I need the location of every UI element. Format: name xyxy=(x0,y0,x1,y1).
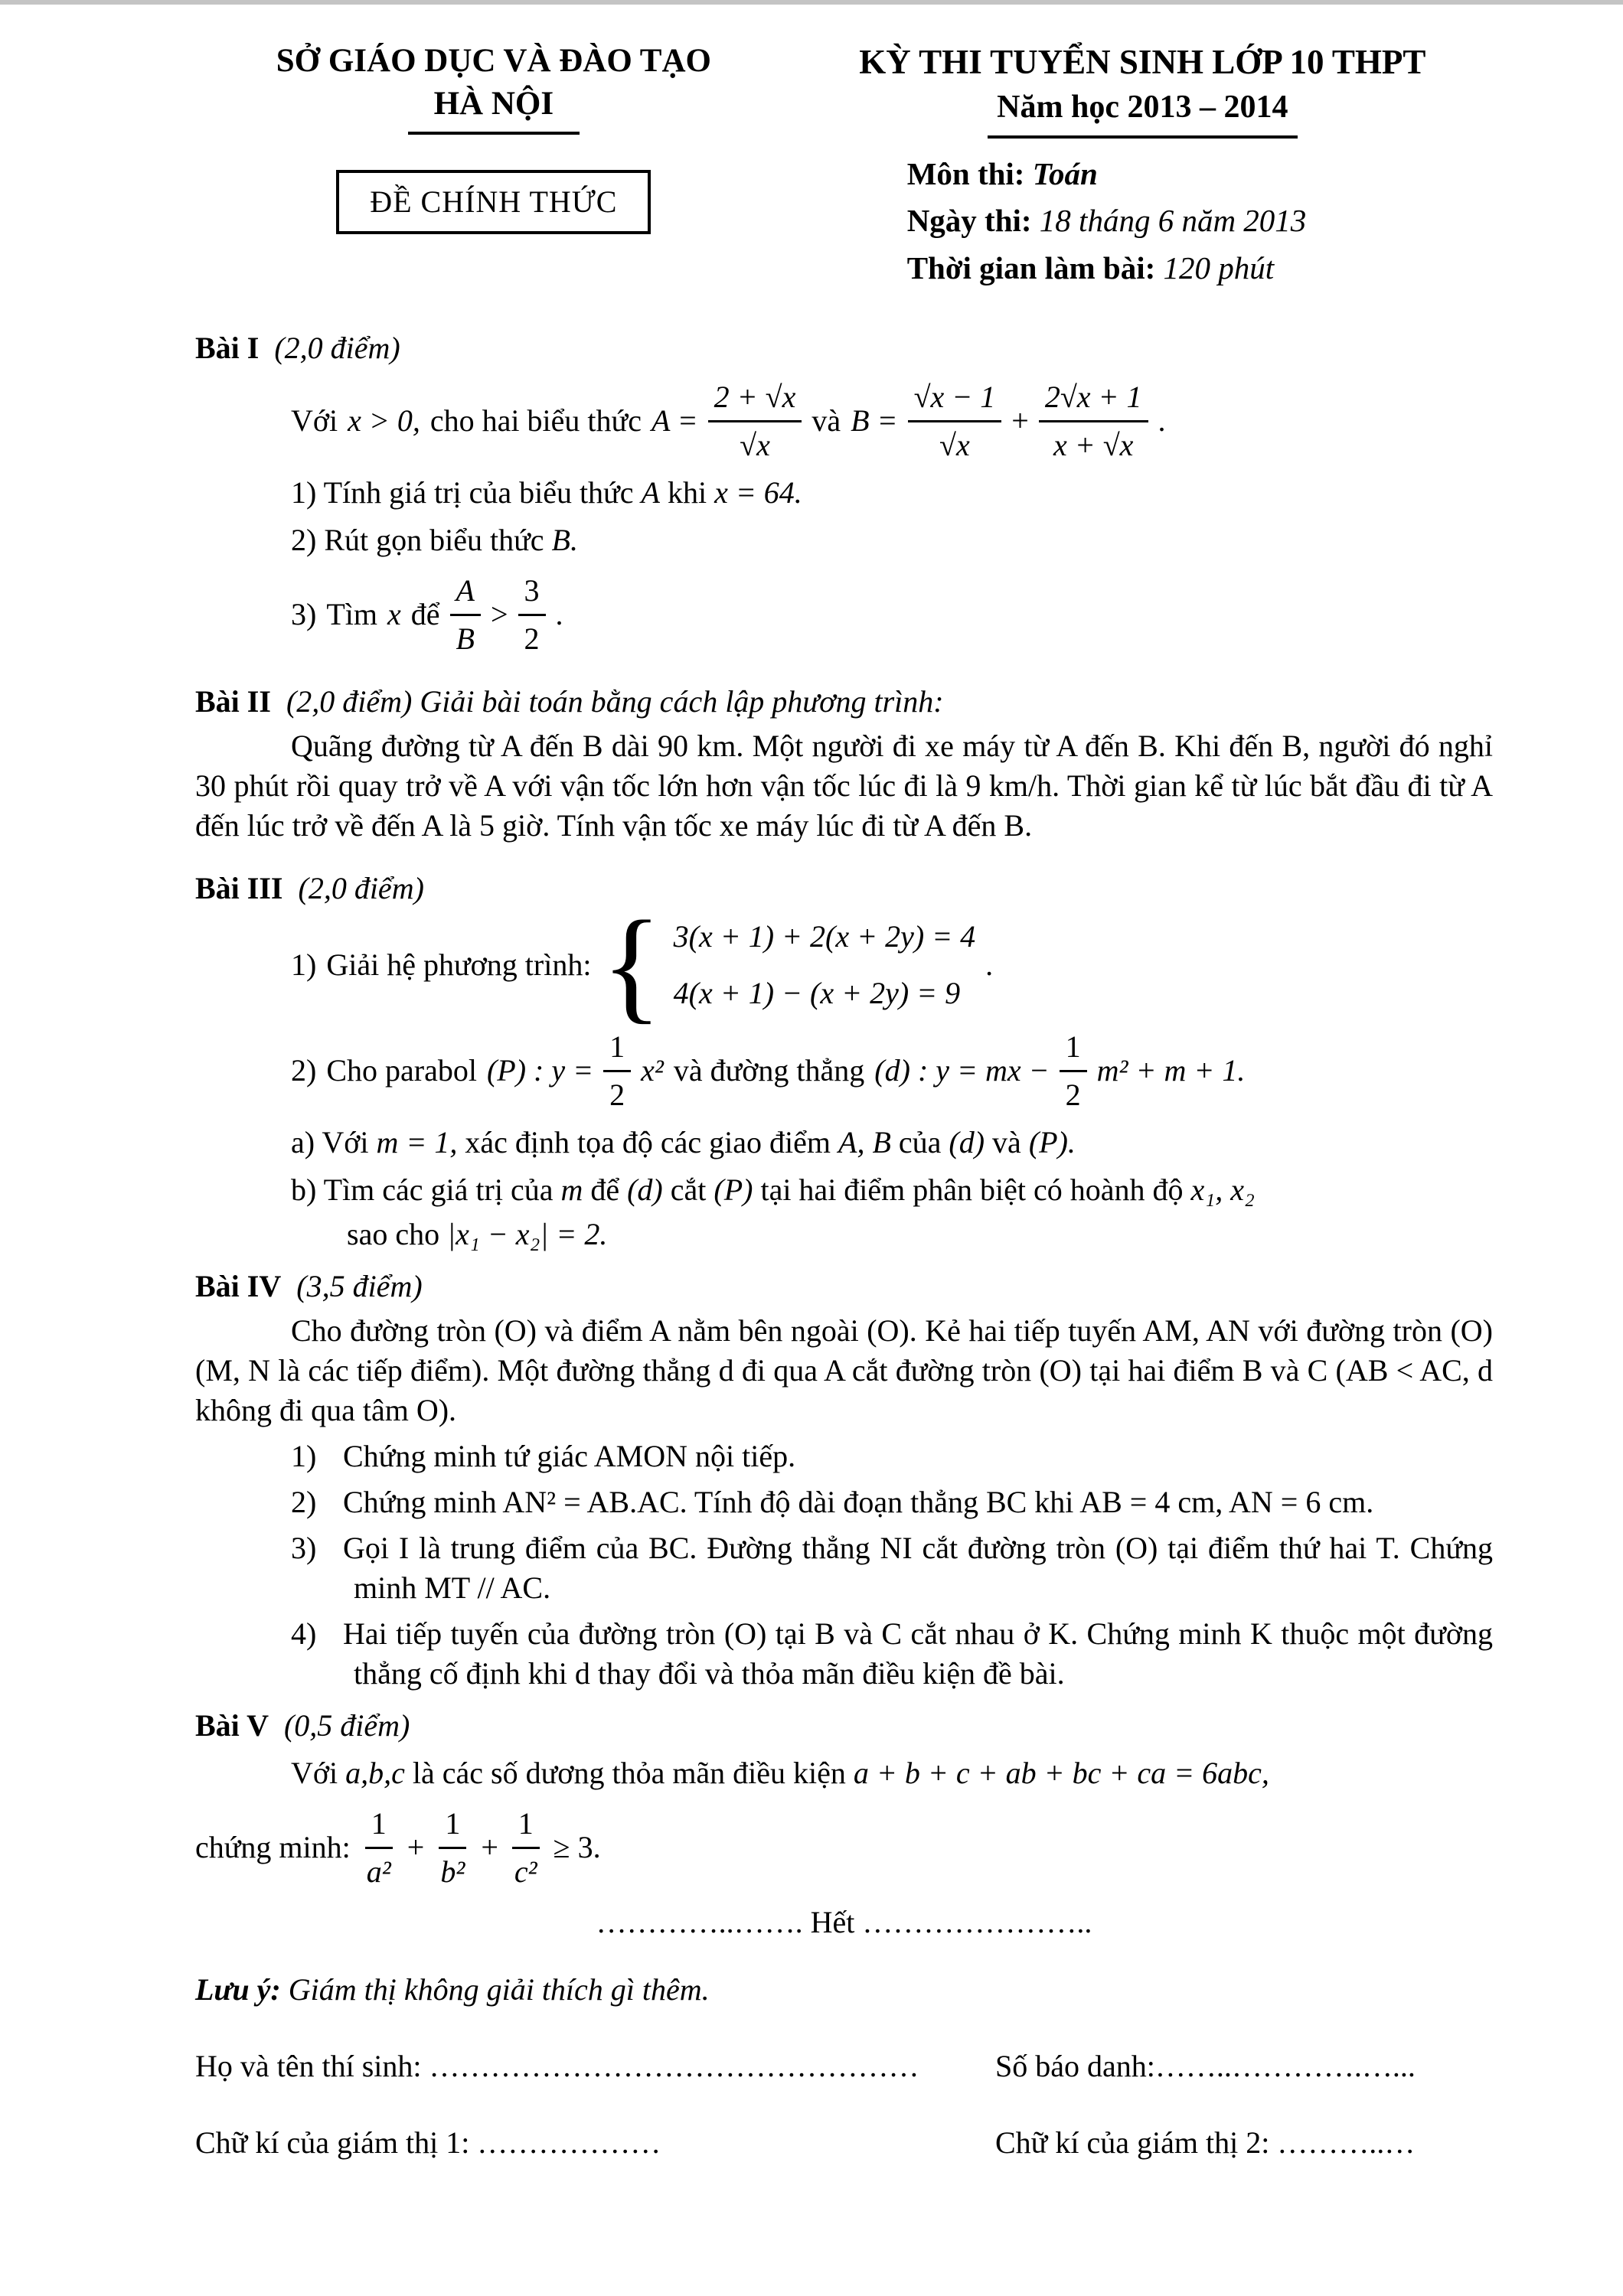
math-operator: > xyxy=(490,597,508,632)
candidate-name-field: Họ và tên thí sinh: ………………………………………… xyxy=(195,2048,919,2083)
exam-year: Năm học 2013 – 2014 xyxy=(988,86,1297,139)
bai3-item-2b-cont xyxy=(347,1215,1493,1254)
bai2-title: Bài II xyxy=(195,683,271,719)
math-operator: ≥ 3. xyxy=(553,1830,601,1865)
text-run: tại hai điểm phân biệt có hoành độ xyxy=(760,1172,1184,1207)
bai5-heading xyxy=(195,1706,1493,1746)
item-number: 2) xyxy=(291,1053,317,1088)
authority-city: HÀ NỘI xyxy=(408,83,580,135)
text-run: chứng minh: xyxy=(195,1830,351,1865)
text-run: Rút gọn biểu thức xyxy=(324,522,544,557)
text-run: là các số dương thỏa mãn điều kiện xyxy=(412,1755,846,1790)
fraction-A xyxy=(708,377,802,465)
exam-title: KỲ THI TUYỂN SINH LỚP 10 THPT xyxy=(859,43,1426,81)
duration-row xyxy=(907,248,1493,289)
bai2-subtitle: Giải bài toán bằng cách lập phương trình: xyxy=(420,683,944,719)
math-run: a,b,c xyxy=(345,1755,405,1790)
exam-year-row xyxy=(792,85,1493,139)
exam-meta xyxy=(907,154,1493,289)
text-run: khi xyxy=(667,475,707,510)
bai5-points: (0,5 điểm) xyxy=(283,1707,410,1743)
equation-1: 3(x + 1) + 2(x + 2y) = 4 xyxy=(673,919,976,954)
system-brace: { xyxy=(601,894,662,1035)
fraction-numerator: 1 xyxy=(439,1804,466,1849)
bai3-points: (2,0 điểm) xyxy=(298,870,424,905)
bai2-points: (2,0 điểm) xyxy=(286,683,413,719)
subject-value: Toán xyxy=(1032,156,1098,192)
text-run: và xyxy=(992,1124,1021,1159)
item-number: 2) xyxy=(291,1484,317,1519)
math-run: A = xyxy=(651,403,698,439)
math-run: m = 1, xyxy=(376,1124,458,1159)
text-run: Với xyxy=(291,1755,338,1790)
text-run: Với xyxy=(291,403,338,439)
exam-date-row xyxy=(907,201,1493,241)
item-number: 4) xyxy=(291,1616,317,1651)
end-of-exam-line: …………..……. Hết ………………….. xyxy=(596,1904,1092,1939)
fraction-denominator: 2 xyxy=(1065,1077,1081,1112)
scan-artifact-line xyxy=(0,0,1623,5)
exam-date-label: Ngày thi: xyxy=(906,203,1032,239)
note-label: Lưu ý: xyxy=(195,1971,281,2007)
item-number: 1) xyxy=(291,947,317,983)
math-run: x = 64. xyxy=(714,475,802,510)
section-bai-4 xyxy=(195,1267,1493,1694)
subject-label: Môn thi: xyxy=(906,156,1025,192)
math-run: |x₁ − x₂| = 2. xyxy=(447,1216,608,1251)
section-bai-1 xyxy=(195,328,1493,659)
candidate-info-row xyxy=(195,2047,1493,2086)
bai3-title: Bài III xyxy=(195,870,283,905)
math-run: (P). xyxy=(1028,1124,1076,1159)
fraction-denominator: 2 xyxy=(609,1077,625,1112)
text-run: cho hai biểu thức xyxy=(429,403,642,439)
fraction-1-b2 xyxy=(434,1804,471,1892)
text-run: Tính giá trị của biểu thức xyxy=(323,475,634,510)
text-run: để xyxy=(410,597,440,632)
math-run: B = xyxy=(851,403,898,439)
section-bai-2 xyxy=(195,682,1493,846)
fraction-numerator: 2√x + 1 xyxy=(1039,377,1148,422)
math-run: m xyxy=(560,1172,583,1207)
text-run: cắt xyxy=(670,1172,707,1207)
fraction-B2 xyxy=(1039,377,1148,465)
exam-date-value: 18 tháng 6 năm 2013 xyxy=(1039,203,1307,239)
bai2-paragraph: Quãng đường từ A đến B dài 90 km. Một người đi xe máy từ A đến B. Khi đến B, người đó nghỉ 30 phút rồi quay trở về A với vận tốc lớn hơn vận tốc lúc đi là 9 km/h. Thời gian kể từ lúc bắt đầu đi từ A đến lúc trở về đến A là 5 giờ. Tính vận tốc xe máy lúc đi từ A đến B. xyxy=(195,728,1493,843)
math-run: (P) : y = xyxy=(486,1053,594,1088)
item-letter: b) xyxy=(291,1172,317,1207)
item-number: 1) xyxy=(291,1438,317,1473)
math-run: x² xyxy=(641,1053,664,1088)
fraction-numerator: 3 xyxy=(518,571,546,616)
bai5-proof-line xyxy=(195,1804,1493,1892)
item-number: 2) xyxy=(291,522,317,557)
bai3-item-1 xyxy=(291,894,1493,1035)
fraction-numerator: 1 xyxy=(365,1804,393,1849)
math-run: m² + m + 1. xyxy=(1096,1053,1246,1088)
math-run: x xyxy=(387,597,401,632)
math-run: A xyxy=(641,475,660,510)
text-run: Cho parabol xyxy=(326,1053,477,1088)
bai4-points: (3,5 điểm) xyxy=(296,1268,423,1303)
bai3-heading xyxy=(195,869,1493,908)
text-run: Hai tiếp tuyến của đường tròn (O) tại B và C cắt nhau ở K. Chứng minh K thuộc một đường thẳng cố định khi d thay đổi và thỏa mãn điều kiện đề bài. xyxy=(343,1616,1493,1691)
fraction-3-2 xyxy=(518,571,546,659)
equation-system xyxy=(674,917,976,1013)
section-bai-3 xyxy=(195,869,1493,1254)
subject-row xyxy=(907,154,1493,194)
text-run: Với xyxy=(322,1124,369,1159)
math-run: x₁, x₂ xyxy=(1190,1172,1255,1207)
text-run: Tìm xyxy=(326,597,377,632)
bai1-item-2 xyxy=(291,520,1493,560)
item-number: 1) xyxy=(291,475,317,510)
exam-title-block xyxy=(792,40,1493,295)
proctor-signature-row xyxy=(195,2123,1493,2163)
math-run: x > 0, xyxy=(348,403,420,439)
text-run: Chứng minh tứ giác AMON nội tiếp. xyxy=(343,1438,796,1473)
fraction-numerator: 2 + √x xyxy=(708,377,802,422)
proctor2-signature-field: Chữ kí của giám thị 2: ………..… xyxy=(995,2125,1416,2160)
issuing-authority-block xyxy=(195,40,792,295)
bai4-title: Bài IV xyxy=(195,1268,282,1303)
fraction-1-c2 xyxy=(508,1804,544,1892)
bai3-item-2 xyxy=(291,1027,1493,1115)
fraction-numerator: A xyxy=(450,571,481,616)
item-number: 3) xyxy=(291,1530,317,1565)
math-run: (d) xyxy=(949,1124,985,1159)
bai1-item-3 xyxy=(291,571,1493,659)
fraction-numerator: √x − 1 xyxy=(908,377,1002,422)
bai4-item-3 xyxy=(291,1528,1493,1608)
duration-value: 120 phút xyxy=(1163,249,1275,285)
text-run: xác định tọa độ các giao điểm xyxy=(465,1124,831,1159)
note-line xyxy=(195,1970,1493,2010)
authority-name: SỞ GIÁO DỤC VÀ ĐÀO TẠO xyxy=(276,43,711,79)
fraction-denominator: a² xyxy=(366,1854,391,1889)
note-text: Giám thị không giải thích gì thêm. xyxy=(288,1971,710,2007)
text-run: Gọi I là trung điểm của BC. Đường thẳng NI cắt đường tròn (O) tại điểm thứ hai T. Chứng minh MT // AC. xyxy=(343,1530,1493,1605)
text-run: Tìm các giá trị của xyxy=(323,1172,554,1207)
bai4-item-2 xyxy=(291,1482,1493,1522)
fraction-half xyxy=(1060,1027,1087,1115)
item-number: 3) xyxy=(291,597,317,632)
text-run: . xyxy=(985,947,994,983)
bai1-heading xyxy=(195,328,1493,368)
fraction-half xyxy=(603,1027,631,1115)
text-run: để xyxy=(590,1172,620,1207)
bai4-paragraph: Cho đường tròn (O) và điểm A nằm bên ngoài (O). Kẻ hai tiếp tuyến AM, AN với đường tròn (O) (M, N là các tiếp điểm). Một đường thẳng d đi qua A cắt đường tròn (O) tại hai điểm B và C (AB < AC, d không đi qua tâm O). xyxy=(195,1313,1493,1427)
bai2-heading xyxy=(195,682,1493,722)
math-run: B. xyxy=(551,522,578,557)
fraction-denominator: √x xyxy=(740,427,770,462)
section-bai-5 xyxy=(195,1706,1493,1892)
bai5-intro-line xyxy=(291,1753,1493,1793)
math-run: (d) : y = mx − xyxy=(874,1053,1050,1088)
math-operator: + xyxy=(407,1830,425,1865)
fraction-denominator: √x xyxy=(939,427,970,462)
bai4-heading xyxy=(195,1267,1493,1306)
fraction-1-a2 xyxy=(361,1804,397,1892)
text-run: và đường thẳng xyxy=(673,1053,865,1088)
bai3-item-2a xyxy=(291,1123,1493,1163)
proctor1-signature-field: Chữ kí của giám thị 1: ……………… xyxy=(195,2125,661,2160)
bai3-item-2b xyxy=(291,1170,1493,1210)
math-run: (d) xyxy=(627,1172,663,1207)
bai5-title: Bài V xyxy=(195,1707,269,1743)
item-letter: a) xyxy=(291,1124,315,1159)
text-run: Chứng minh AN² = AB.AC. Tính độ dài đoạn thẳng BC khi AB = 4 cm, AN = 6 cm. xyxy=(343,1484,1374,1519)
text-run: . xyxy=(555,597,563,632)
math-run: (P) xyxy=(714,1172,753,1207)
math-run: a + b + c + ab + bc + ca = 6abc, xyxy=(853,1755,1269,1790)
bai4-item-4 xyxy=(291,1614,1493,1694)
fraction-B1 xyxy=(908,377,1002,465)
text-run: sao cho xyxy=(347,1216,440,1251)
bai1-title: Bài I xyxy=(195,330,260,365)
bai1-item-1 xyxy=(291,473,1493,513)
document-header xyxy=(195,40,1493,295)
fraction-denominator: c² xyxy=(514,1854,537,1889)
fraction-numerator: 1 xyxy=(1060,1027,1087,1072)
text-run: và xyxy=(812,403,841,439)
bai4-item-1 xyxy=(291,1437,1493,1476)
fraction-denominator: 2 xyxy=(524,621,540,656)
bai1-intro-line xyxy=(291,377,1493,465)
text-run: . xyxy=(1158,403,1166,439)
fraction-numerator: 1 xyxy=(603,1027,631,1072)
fraction-denominator: B xyxy=(456,621,475,656)
bai1-points: (2,0 điểm) xyxy=(274,330,400,365)
equation-2: 4(x + 1) − (x + 2y) = 9 xyxy=(673,976,961,1011)
official-exam-box xyxy=(336,170,651,234)
candidate-number-field: Số báo danh:……..………….…... xyxy=(995,2048,1416,2083)
math-run: A, B xyxy=(838,1124,891,1159)
fraction-AB xyxy=(450,571,481,659)
fraction-denominator: b² xyxy=(440,1854,465,1889)
text-run: Giải hệ phương trình: xyxy=(326,947,592,983)
duration-label: Thời gian làm bài: xyxy=(906,249,1156,285)
official-box-row xyxy=(195,135,792,234)
text-run: của xyxy=(898,1124,942,1159)
fraction-numerator: 1 xyxy=(512,1804,540,1849)
math-operator: + xyxy=(1011,403,1029,439)
authority-city-row xyxy=(195,83,792,135)
math-operator: + xyxy=(481,1830,498,1865)
official-exam-label: ĐỀ CHÍNH THỨC xyxy=(370,184,618,219)
fraction-denominator: x + √x xyxy=(1053,427,1134,462)
